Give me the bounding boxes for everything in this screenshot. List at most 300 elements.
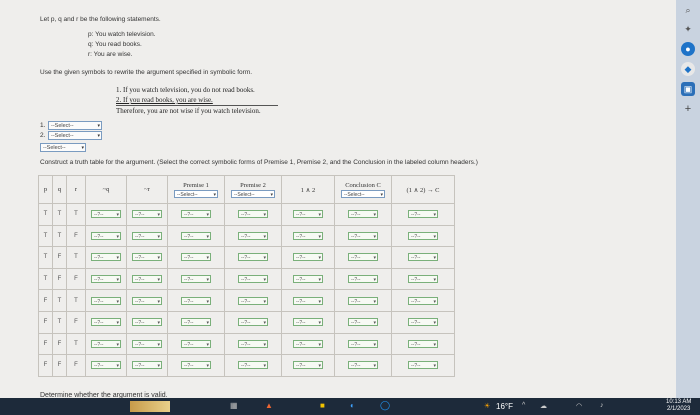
cell: [127, 268, 168, 290]
premise-1-value-select[interactable]: [181, 340, 211, 348]
truth-value-r: F: [67, 225, 86, 247]
chevron-down-icon: ▾: [263, 320, 266, 327]
select-value: --?--: [241, 363, 251, 370]
cell: [392, 290, 455, 312]
select-value: --?--: [241, 341, 251, 348]
truth-value-q: T: [53, 204, 67, 226]
cell: [86, 333, 127, 355]
chevron-down-icon: ▾: [206, 363, 209, 370]
chevron-down-icon: ▾: [270, 191, 273, 198]
select-value: --?--: [94, 298, 104, 305]
cell: [225, 355, 282, 377]
premise-1-column-select[interactable]: --Select-- ▾: [174, 190, 218, 198]
table-row: [39, 268, 455, 290]
cell: [127, 290, 168, 312]
truth-table: [38, 175, 455, 377]
select-value: --?--: [351, 277, 361, 284]
chevron-down-icon: ▾: [433, 255, 436, 262]
select-2-prefix: 2.: [40, 132, 46, 139]
cell: [282, 311, 335, 333]
select-value: --?--: [94, 363, 104, 370]
chevron-down-icon: ▾: [318, 320, 321, 327]
chevron-down-icon: ▾: [263, 363, 266, 370]
select-value: --?--: [94, 212, 104, 219]
select-value: --?--: [296, 277, 306, 284]
cell: [335, 268, 392, 290]
truth-value-r: F: [67, 355, 86, 377]
implication-value-select[interactable]: [408, 318, 438, 326]
conclusion-value-select[interactable]: [348, 318, 378, 326]
cell: [282, 355, 335, 377]
not-q-select[interactable]: [91, 275, 121, 283]
cell: [86, 290, 127, 312]
premise-and-value-select[interactable]: [293, 275, 323, 283]
chevron-down-icon: ▾: [157, 341, 160, 348]
premise-and-value-select[interactable]: [293, 232, 323, 240]
premise-1-value-select[interactable]: [181, 361, 211, 369]
cell: [86, 311, 127, 333]
browser-sidebar: [676, 0, 700, 398]
table-row: [39, 290, 455, 312]
chevron-down-icon: ▾: [318, 255, 321, 262]
select-value: --?--: [94, 277, 104, 284]
chevron-down-icon: ▾: [373, 363, 376, 370]
select-value: --?--: [94, 341, 104, 348]
chevron-down-icon: ▾: [263, 212, 266, 219]
cell: [168, 204, 225, 226]
select-value: --?--: [296, 212, 306, 219]
cell: [335, 247, 392, 269]
instruction-text: Use the given symbols to rewrite the argument specified in symbolic form.: [40, 69, 253, 76]
truth-value-p: F: [39, 355, 53, 377]
truth-value-r: T: [67, 333, 86, 355]
select-value: --?--: [411, 320, 421, 327]
select-value: --?--: [184, 255, 194, 262]
cell: [282, 247, 335, 269]
select-value: --?--: [296, 255, 306, 262]
cell: [392, 204, 455, 226]
chevron-down-icon: ▾: [206, 255, 209, 262]
chevron-down-icon: ▾: [213, 191, 216, 198]
chevron-down-icon: ▾: [206, 277, 209, 284]
select-value: --?--: [135, 341, 145, 348]
conclusion-value-select[interactable]: [348, 232, 378, 240]
conclusion-value-select[interactable]: [348, 361, 378, 369]
select-value: --?--: [184, 212, 194, 219]
premise-2-value-select[interactable]: [238, 275, 268, 283]
widgets-icon[interactable]: ▦: [230, 401, 238, 410]
chevron-down-icon: ▾: [206, 320, 209, 327]
select-value: --?--: [296, 341, 306, 348]
cell: [168, 290, 225, 312]
truth-value-q: F: [53, 355, 67, 377]
add-icon[interactable]: +: [684, 103, 692, 115]
premise-1-value-select[interactable]: [181, 232, 211, 240]
chevron-down-icon: ▾: [116, 298, 119, 305]
select-value: --?--: [135, 298, 145, 305]
cell: [392, 311, 455, 333]
truth-value-p: F: [39, 333, 53, 355]
select-value: --?--: [94, 255, 104, 262]
edge-icon[interactable]: ◐: [350, 401, 355, 410]
chevron-down-icon: ▾: [433, 341, 436, 348]
chevron-down-icon: ▾: [318, 212, 321, 219]
premise-2-value-select[interactable]: [238, 318, 268, 326]
not-r-select[interactable]: [132, 318, 162, 326]
select-value: --?--: [184, 298, 194, 305]
chevron-down-icon: ▾: [318, 341, 321, 348]
truth-value-r: T: [67, 247, 86, 269]
chevron-down-icon: ▾: [157, 277, 160, 284]
chevron-down-icon: ▾: [373, 233, 376, 240]
chevron-up-icon[interactable]: ^: [522, 402, 526, 409]
cell: [225, 268, 282, 290]
header-q: q: [53, 176, 67, 204]
select-value: --?--: [135, 320, 145, 327]
not-r-select[interactable]: [132, 253, 162, 261]
select-value: --?--: [135, 233, 145, 240]
premise-and-value-select[interactable]: [293, 210, 323, 218]
table-instruction: Construct a truth table for the argument. (Select the correct symbolic forms of Premise 1, Premise 2, and the Conclusion in the labeled column headers.): [40, 159, 478, 166]
not-q-select[interactable]: [91, 253, 121, 261]
premise-1-select[interactable]: --Select-- ▾: [48, 121, 102, 130]
cell: [392, 247, 455, 269]
header-premise-1: Premise 1 --Select-- ▾: [168, 176, 225, 204]
premise-and-value-select[interactable]: [293, 361, 323, 369]
premise-2-value-select[interactable]: [238, 232, 268, 240]
select-value: --?--: [184, 233, 194, 240]
search-highlight-graphic: [130, 401, 170, 412]
select-value: --?--: [411, 363, 421, 370]
cell: [392, 268, 455, 290]
chevron-down-icon: ▾: [263, 298, 266, 305]
chevron-down-icon: ▾: [157, 320, 160, 327]
chevron-down-icon: ▾: [433, 298, 436, 305]
header-implication: (1 ∧ 2) → C: [392, 176, 455, 204]
premise-1-text: 1. If you watch television, you do not read books.: [116, 86, 255, 94]
header-p: p: [39, 176, 53, 204]
chevron-down-icon: ▾: [433, 320, 436, 327]
chevron-down-icon: ▾: [116, 233, 119, 240]
premise-1-value-select[interactable]: [181, 275, 211, 283]
table-row: [39, 333, 455, 355]
table-row: [39, 247, 455, 269]
truth-value-q: F: [53, 247, 67, 269]
implication-value-select[interactable]: [408, 253, 438, 261]
chevron-down-icon: ▾: [116, 341, 119, 348]
cell: [127, 333, 168, 355]
onedrive-icon[interactable]: ☁: [540, 403, 547, 410]
chevron-down-icon: ▾: [263, 277, 266, 284]
not-q-select[interactable]: [91, 340, 121, 348]
premise-1-value-select[interactable]: [181, 210, 211, 218]
cell: [225, 333, 282, 355]
chevron-down-icon: ▾: [206, 212, 209, 219]
chevron-down-icon: ▾: [433, 363, 436, 370]
chevron-down-icon: ▾: [373, 277, 376, 284]
office-icon[interactable]: ●: [681, 42, 695, 56]
chevron-down-icon: ▾: [116, 212, 119, 219]
truth-value-q: T: [53, 225, 67, 247]
truth-value-p: T: [39, 247, 53, 269]
chevron-down-icon: ▾: [157, 363, 160, 370]
conclusion-value-select[interactable]: [348, 340, 378, 348]
table-row: [39, 225, 455, 247]
premise-2-value-select[interactable]: [238, 253, 268, 261]
not-r-select[interactable]: [132, 232, 162, 240]
conclusion-text: Therefore, you are not wise if you watch television.: [116, 107, 261, 115]
not-q-select[interactable]: [91, 297, 121, 305]
chevron-down-icon: ▾: [157, 298, 160, 305]
cell: [86, 247, 127, 269]
select-value: --?--: [351, 341, 361, 348]
outlook-icon[interactable]: ▣: [681, 82, 695, 96]
select-value: --?--: [296, 320, 306, 327]
premise-and-value-select[interactable]: [293, 318, 323, 326]
cell: [282, 290, 335, 312]
select-value: --?--: [411, 255, 421, 262]
truth-value-r: T: [67, 290, 86, 312]
implication-value-select[interactable]: [408, 275, 438, 283]
implication-value-select[interactable]: [408, 361, 438, 369]
cell: [335, 204, 392, 226]
cell: [392, 333, 455, 355]
select-value: --?--: [241, 233, 251, 240]
clock-time: 10:13 AM: [666, 399, 692, 405]
truth-value-q: F: [53, 333, 67, 355]
chevron-down-icon: ▾: [206, 341, 209, 348]
header-premise-and: 1 ∧ 2: [282, 176, 335, 204]
select-value: --?--: [351, 363, 361, 370]
cell: [335, 355, 392, 377]
premise-2-value-select[interactable]: [238, 210, 268, 218]
cell: [168, 268, 225, 290]
premise-1-value-select[interactable]: [181, 297, 211, 305]
chevron-down-icon: ▾: [116, 255, 119, 262]
truth-value-r: T: [67, 204, 86, 226]
truth-value-q: T: [53, 311, 67, 333]
select-value: --?--: [351, 255, 361, 262]
conclusion-column-select[interactable]: --Select-- ▾: [341, 190, 385, 198]
premise-2-value-select[interactable]: [238, 361, 268, 369]
premise-1-value-select[interactable]: [181, 253, 211, 261]
select-value: --?--: [135, 277, 145, 284]
select-value: --?--: [135, 363, 145, 370]
premise-2-text: 2. If you read books, you are wise.: [116, 96, 213, 104]
truth-value-q: T: [53, 290, 67, 312]
select-value: --?--: [241, 255, 251, 262]
cell: [127, 355, 168, 377]
header-conclusion: Conclusion C --Select-- ▾: [335, 176, 392, 204]
truth-value-q: F: [53, 268, 67, 290]
validity-prompt: Determine whether the argument is valid.: [40, 392, 168, 398]
chevron-down-icon: ▾: [433, 233, 436, 240]
chevron-down-icon: ▾: [116, 277, 119, 284]
cell: [127, 204, 168, 226]
truth-value-p: F: [39, 311, 53, 333]
select-value: --?--: [351, 233, 361, 240]
clock-date: 2/1/2023: [667, 406, 691, 412]
cell: [127, 311, 168, 333]
not-r-select[interactable]: [132, 210, 162, 218]
truth-value-p: F: [39, 290, 53, 312]
select-value: --?--: [411, 341, 421, 348]
intro-text: Let p, q and r be the following statements.: [40, 16, 161, 23]
premise-and-value-select[interactable]: [293, 253, 323, 261]
select-value: --?--: [296, 298, 306, 305]
select-value: --?--: [351, 298, 361, 305]
premise-2-column-select[interactable]: --Select-- ▾: [231, 190, 275, 198]
chevron-down-icon: ▾: [373, 341, 376, 348]
chevron-down-icon: ▾: [157, 212, 160, 219]
weather-icon: ☀: [484, 403, 491, 410]
chevron-down-icon: ▾: [318, 277, 321, 284]
not-q-select[interactable]: [91, 232, 121, 240]
select-value: --?--: [241, 320, 251, 327]
not-r-select[interactable]: [132, 361, 162, 369]
implication-value-select[interactable]: [408, 232, 438, 240]
chevron-down-icon: ▾: [157, 255, 160, 262]
cell: [225, 311, 282, 333]
wifi-icon[interactable]: ◠: [576, 403, 583, 410]
select-value: --?--: [135, 212, 145, 219]
cell: [225, 204, 282, 226]
argument-divider: [116, 105, 278, 106]
chevron-down-icon: ▾: [318, 363, 321, 370]
conclusion-value-select[interactable]: [348, 297, 378, 305]
table-row: [39, 311, 455, 333]
truth-value-r: F: [67, 311, 86, 333]
not-q-select[interactable]: [91, 210, 121, 218]
cell: [282, 204, 335, 226]
chevron-down-icon: ▾: [263, 233, 266, 240]
chevron-down-icon: ▾: [373, 212, 376, 219]
statement-p: p: You watch television.: [88, 31, 156, 38]
premise-1-value-select[interactable]: [181, 318, 211, 326]
header-premise-2: Premise 2 --Select-- ▾: [225, 176, 282, 204]
select-value: --?--: [351, 320, 361, 327]
implication-value-select[interactable]: [408, 297, 438, 305]
select-value: --?--: [351, 212, 361, 219]
chevron-down-icon: ▾: [263, 341, 266, 348]
cell: [127, 225, 168, 247]
not-q-select[interactable]: [91, 361, 121, 369]
header-not-q: ~q: [86, 176, 127, 204]
cell: [168, 333, 225, 355]
cell: [392, 355, 455, 377]
drop-icon[interactable]: ◆: [681, 62, 695, 76]
cell: [168, 225, 225, 247]
browser-icon[interactable]: ◯: [380, 400, 391, 410]
table-row: [39, 355, 455, 377]
cell: [86, 355, 127, 377]
select-value: --?--: [296, 363, 306, 370]
table-row: [39, 204, 455, 226]
chevron-down-icon: ▾: [373, 255, 376, 262]
select-value: --?--: [184, 341, 194, 348]
not-r-select[interactable]: [132, 297, 162, 305]
select-value: --?--: [184, 320, 194, 327]
header-r: r: [67, 176, 86, 204]
cell: [86, 268, 127, 290]
select-value: --?--: [296, 233, 306, 240]
cell: [86, 204, 127, 226]
premise-2-value-select[interactable]: [238, 297, 268, 305]
select-value: --?--: [94, 233, 104, 240]
chevron-down-icon: ▾: [97, 133, 100, 139]
chevron-down-icon: ▾: [116, 363, 119, 370]
cell: [282, 225, 335, 247]
cell: [168, 311, 225, 333]
not-r-select[interactable]: [132, 275, 162, 283]
cell: [86, 225, 127, 247]
truth-value-p: T: [39, 225, 53, 247]
cell: [282, 333, 335, 355]
truth-value-p: T: [39, 204, 53, 226]
not-r-select[interactable]: [132, 340, 162, 348]
premise-and-value-select[interactable]: [293, 297, 323, 305]
file-explorer-icon[interactable]: ■: [320, 401, 325, 410]
chevron-down-icon: ▾: [433, 212, 436, 219]
premise-2-value-select[interactable]: [238, 340, 268, 348]
cell: [168, 355, 225, 377]
search-icon[interactable]: ⌕: [685, 5, 691, 15]
select-value: --?--: [411, 212, 421, 219]
select-1-prefix: 1.: [40, 122, 46, 129]
chevron-down-icon: ▾: [373, 320, 376, 327]
select-value: --?--: [241, 298, 251, 305]
cell: [335, 290, 392, 312]
volume-icon[interactable]: ♪: [600, 402, 604, 409]
cell: [335, 311, 392, 333]
conclusion-select[interactable]: --Select-- ▾: [40, 143, 86, 152]
implication-value-select[interactable]: [408, 210, 438, 218]
select-value: --?--: [411, 277, 421, 284]
premise-and-value-select[interactable]: [293, 340, 323, 348]
conclusion-value-select[interactable]: [348, 253, 378, 261]
chevron-down-icon: ▾: [380, 191, 383, 198]
chevron-down-icon: ▾: [318, 233, 321, 240]
cell: [168, 247, 225, 269]
app-icon[interactable]: ▲: [265, 401, 273, 410]
select-value: --?--: [411, 233, 421, 240]
taskbar: [0, 398, 700, 415]
premise-2-select[interactable]: --Select-- ▾: [48, 131, 102, 140]
cell: [225, 225, 282, 247]
cell: [225, 290, 282, 312]
chevron-down-icon: ▾: [206, 233, 209, 240]
cell: [392, 225, 455, 247]
conclusion-value-select[interactable]: [348, 275, 378, 283]
chevron-down-icon: ▾: [373, 298, 376, 305]
cell: [335, 333, 392, 355]
cell: [225, 247, 282, 269]
chevron-down-icon: ▾: [97, 123, 100, 129]
chevron-down-icon: ▾: [157, 233, 160, 240]
truth-value-r: F: [67, 268, 86, 290]
select-value: --?--: [184, 277, 194, 284]
cell: [127, 247, 168, 269]
clock[interactable]: [666, 399, 691, 413]
puzzle-icon[interactable]: ✦: [684, 24, 692, 34]
not-q-select[interactable]: [91, 318, 121, 326]
implication-value-select[interactable]: [408, 340, 438, 348]
chevron-down-icon: ▾: [433, 277, 436, 284]
conclusion-value-select[interactable]: [348, 210, 378, 218]
cell: [335, 225, 392, 247]
chevron-down-icon: ▾: [116, 320, 119, 327]
chevron-down-icon: ▾: [318, 298, 321, 305]
